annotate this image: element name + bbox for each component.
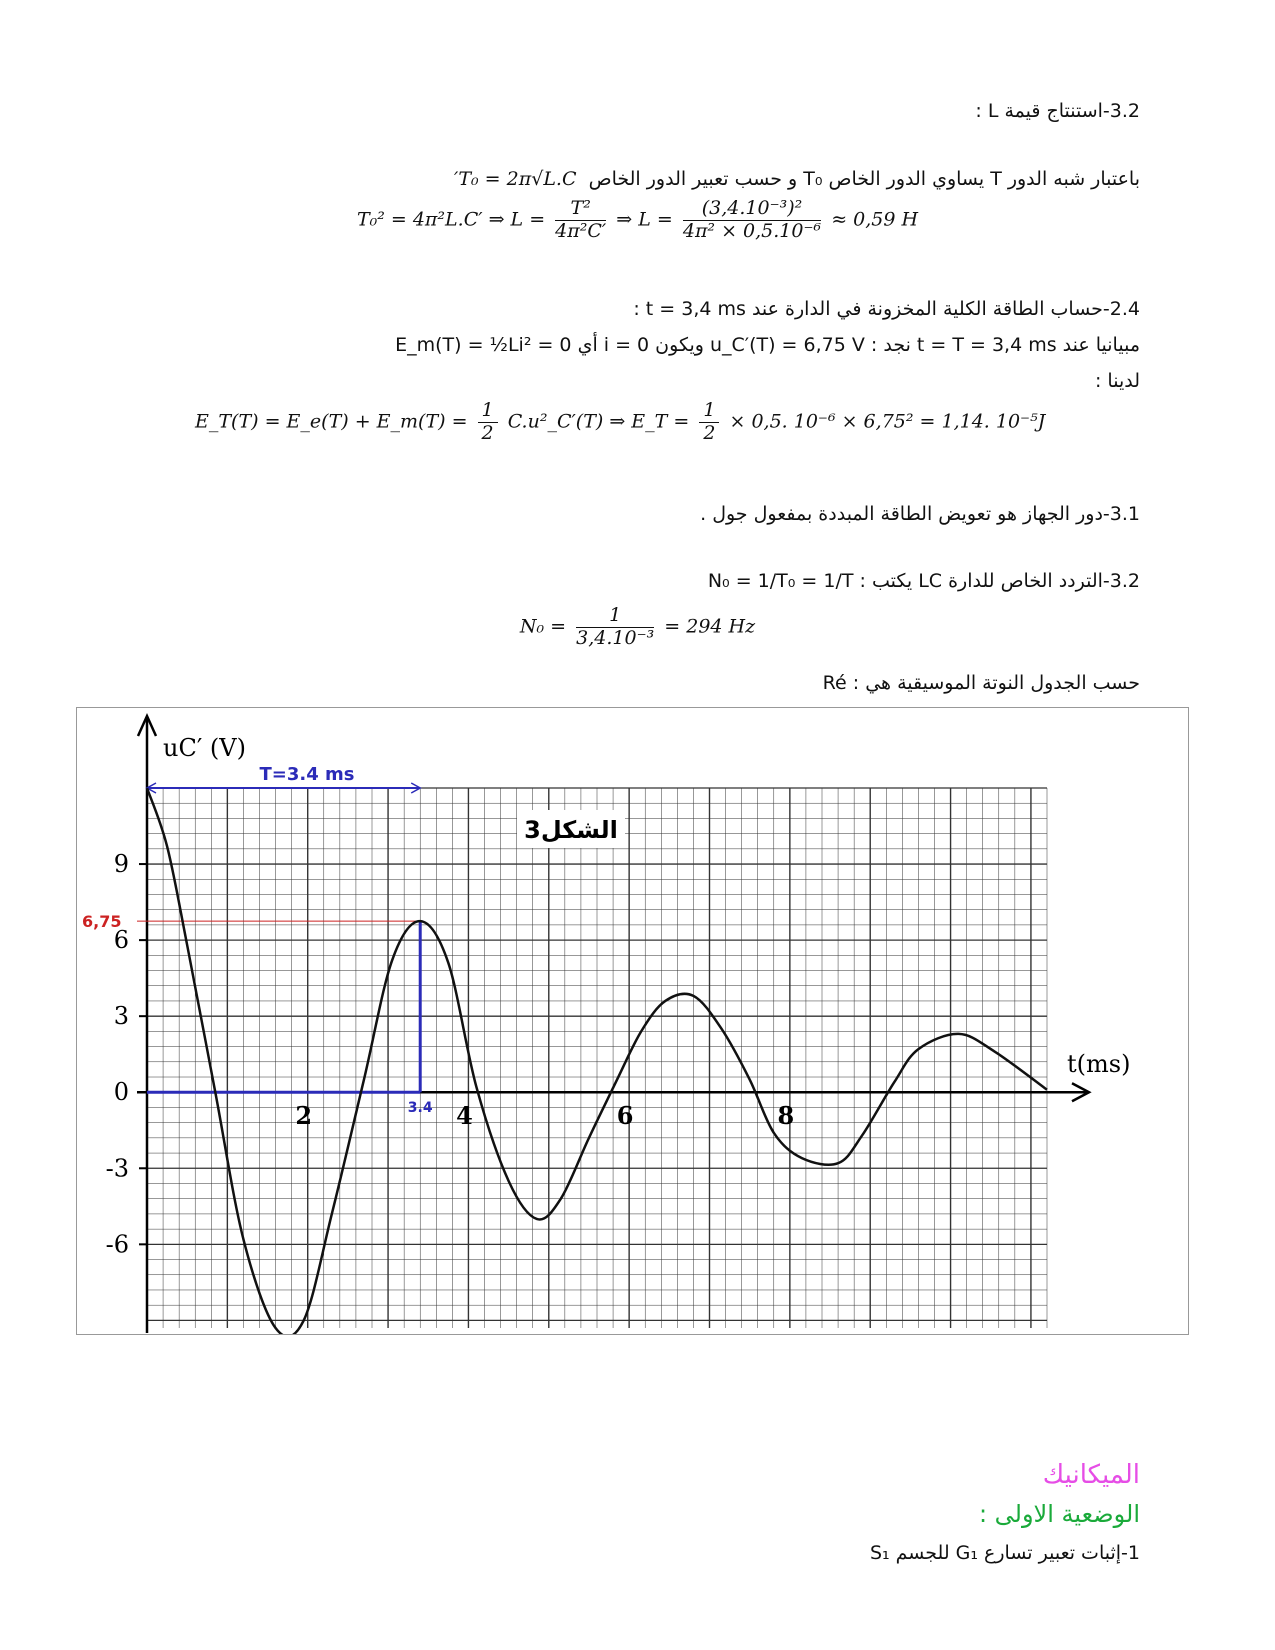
y-axis-label: uC′ (V) [163,734,246,762]
fraction-den: 4π² × 0,5.10⁻⁶ [682,219,822,242]
eq-part-left: E_T(T) = E_e(T) + E_m(T) = [195,410,468,433]
x-tick-label: 4 [456,1101,473,1131]
fraction-den: 2 [703,421,716,444]
fraction-frequency [576,605,654,650]
y-tick-label: 3 [113,1002,129,1031]
x-tick-label: 8 [777,1101,795,1131]
marked-value-label: 6,75 [82,912,122,932]
total-energy-equation [195,400,1045,445]
fraction-num: 1 [699,400,719,423]
inductance-equation [0,198,1275,243]
period-formula: T₀ = 2π√L.C′ [454,168,577,190]
situation-heading: الوضعية الاولى : [978,1500,1140,1528]
frequency-equation [0,605,1275,650]
device-role-text: 3.1-دور الجهاز هو تعويض الطاقة المبددة بمفعول جول . [700,503,1140,525]
marked-time-label: 3.4 [407,1100,433,1117]
fraction-num: T² [555,198,606,221]
fraction-den: 4π²C′ [555,219,607,242]
eq-part-left: N₀ = [519,615,567,638]
fraction-num: (3,4.10⁻³)² [683,198,821,221]
x-axis-label: t(ms) [1067,1050,1131,1079]
chart-title: الشكل3 [524,816,618,844]
fraction-half [478,400,498,445]
y-tick-label: 9 [113,850,129,879]
fraction-den: 3,4.10⁻³ [576,626,655,649]
figure-3-chart [76,707,1189,1335]
x-tick-label: 2 [295,1101,313,1131]
chart-svg [77,708,1188,1334]
period-annotation: T=3.4 ms [259,764,355,785]
period-text-line [454,168,1140,190]
item-1-text: 1-إثبات تعبير تسارع G₁ للجسم S₁ [869,1542,1140,1564]
fraction-values [683,198,821,243]
eq-result: × 0,5. 10⁻⁶ × 6,75² = 1,14. 10⁻⁵J [729,410,1046,433]
eq-part-mid: ⇒ L = [616,208,673,231]
heading-3-2: 3.2-استنتاج قيمة L : [975,100,1140,122]
y-tick-label: 6 [113,926,129,955]
musical-note-text: حسب الجدول النوتة الموسيقية هي : Ré [822,672,1140,694]
we-have-label: لدينا : [1094,370,1140,392]
x-tick-label: 6 [616,1101,634,1131]
energy-graph-reading: مبيانيا عند t = T = 3,4 ms نجد : u_C′(T) = 6,75 V ويكون i = 0 أي E_m(T) = ½Li² = 0 [395,334,1140,356]
frequency-text: 3.2-التردد الخاص للدارة LC يكتب : N₀ = 1/T₀ = 1/T [707,570,1140,592]
eq-part-left: T₀² = 4π²L.C′ ⇒ L = [356,208,546,231]
fraction-num: 1 [478,400,498,423]
y-tick-label: 0 [113,1078,129,1107]
y-tick-label: -3 [105,1154,129,1183]
fraction-num: 1 [576,605,654,628]
eq-result: ≈ 0,59 H [831,208,919,231]
period-explanation: باعتبار شبه الدور T يساوي الدور الخاص T₀ و حسب تعبير الدور الخاص [588,168,1140,190]
eq-part-mid: C.u²_C′(T) ⇒ E_T = [507,410,690,433]
y-tick-label: -6 [105,1230,129,1259]
fraction-den: 2 [481,421,494,444]
heading-2-4: 2.4-حساب الطاقة الكلية المخزونة في الدارة عند t = 3,4 ms : [633,298,1140,320]
fraction-t2 [555,198,606,243]
mechanics-title: الميكانيك [1042,1460,1140,1490]
eq-result: = 294 Hz [664,615,756,638]
fraction-half-2 [699,400,719,445]
